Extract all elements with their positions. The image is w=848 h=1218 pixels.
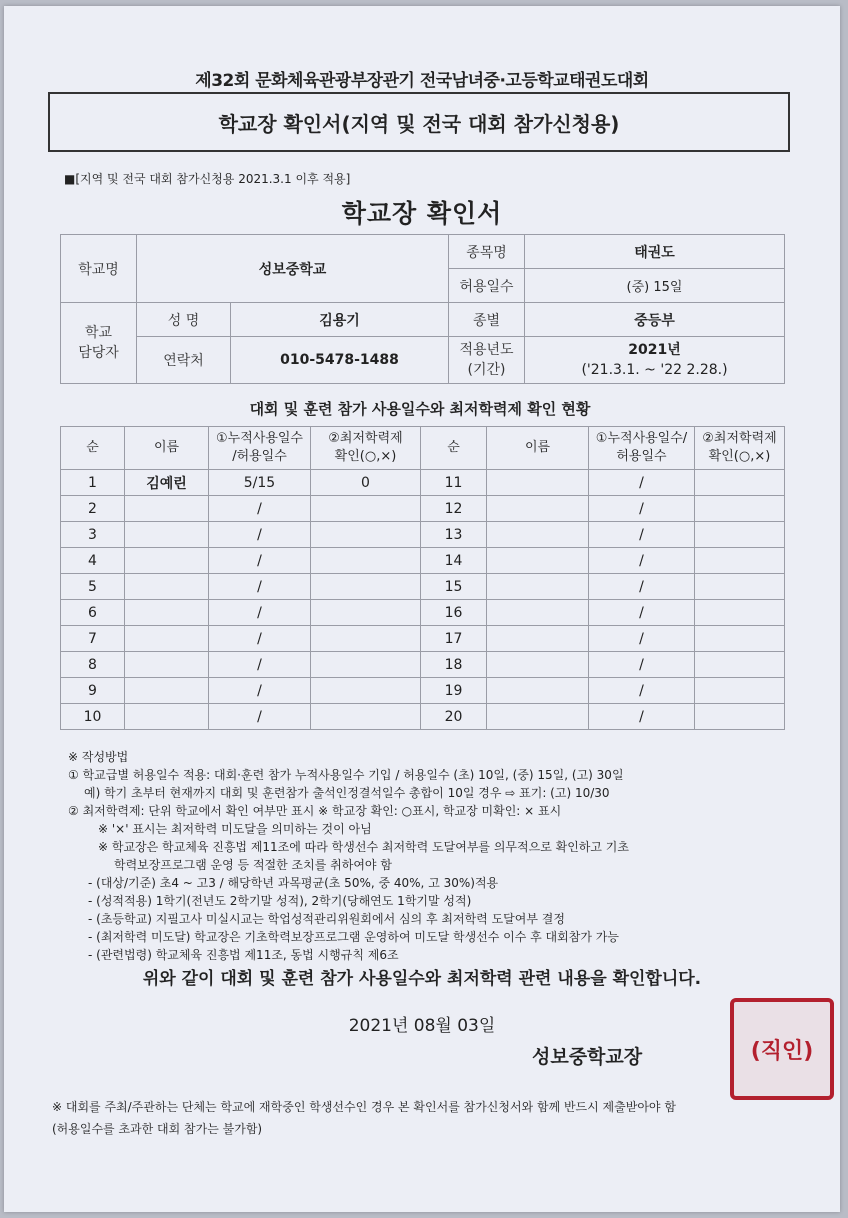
cell-name (125, 496, 209, 522)
cell-name (487, 574, 589, 600)
confirmation-statement: 위와 같이 대회 및 훈련 참가 사용일수와 최저학력 관련 내용을 확인합니다. (142, 969, 702, 989)
instruction-line: - (최저학력 미도달) 학교장은 기초학력보장프로그램 운영하여 미도달 학생선수 이수 후 대회참가 가능 (88, 930, 619, 944)
school-label: 학교명 (61, 235, 137, 303)
cell-name (487, 626, 589, 652)
cell-check (311, 652, 421, 678)
cell-days: / (209, 496, 311, 522)
cell-days: 5/15 (209, 470, 311, 496)
form-note: ■[지역 및 전국 대회 참가신청용 2021.3.1 이후 적용] (64, 172, 351, 186)
cell-no: 15 (421, 574, 487, 600)
cell-name (487, 548, 589, 574)
cell-no: 10 (61, 704, 125, 730)
document-title: 학교장 확인서 (341, 199, 503, 228)
official-seal (730, 998, 834, 1100)
cell-name (125, 522, 209, 548)
year-cell (525, 337, 785, 384)
cell-days: / (209, 548, 311, 574)
instruction-line: ※ 작성방법 (68, 750, 129, 764)
instructions (68, 748, 788, 964)
cell-name (487, 522, 589, 548)
year-value: 2021년 (628, 342, 681, 358)
cell-days: / (209, 704, 311, 730)
instruction-line: ② 최저학력제: 단위 학교에서 확인 여부만 표시 ※ 학교장 확인: ○표시, 학교장 미확인: × 표시 (68, 804, 562, 818)
cell-name (125, 548, 209, 574)
column-header: ②최저학력제 확인(○,×) (695, 427, 785, 470)
status-header-row (61, 427, 785, 470)
contact-value: 010-5478-1488 (231, 337, 449, 384)
cell-no: 19 (421, 678, 487, 704)
cell-name (487, 600, 589, 626)
contact-label: 연락처 (137, 337, 231, 384)
cell-check (311, 678, 421, 704)
cell-check (695, 548, 785, 574)
name-label: 성 명 (137, 303, 231, 337)
event-title: 제32회 문화체육관광부장관기 전국남녀중·고등학교태권도대회 (195, 71, 649, 91)
column-header: 이름 (487, 427, 589, 470)
cell-name (487, 678, 589, 704)
cell-check (695, 652, 785, 678)
cell-days: / (589, 704, 695, 730)
table-row (61, 548, 785, 574)
cell-name (487, 470, 589, 496)
category-value: 중등부 (525, 303, 785, 337)
cell-days: / (209, 652, 311, 678)
cell-no: 12 (421, 496, 487, 522)
cell-no: 9 (61, 678, 125, 704)
cell-name (487, 496, 589, 522)
cell-check (695, 704, 785, 730)
school-value: 성보중학교 (137, 235, 449, 303)
instruction-line: - (관련법령) 학교체육 진흥법 제11조, 동법 시행규칙 제6조 (88, 948, 399, 962)
footer-note (52, 1096, 812, 1140)
cell-days: / (209, 626, 311, 652)
instruction-line: - (성적적용) 1학기(전년도 2학기말 성적), 2학기(당해연도 1학기말 성적) (88, 894, 472, 908)
section-title: 대회 및 훈련 참가 사용일수와 최저학력제 확인 현황 (249, 400, 591, 418)
cell-name (125, 704, 209, 730)
name-value: 김용기 (231, 303, 449, 337)
cell-name (487, 704, 589, 730)
table-row (61, 496, 785, 522)
days-value: (중) 15일 (525, 269, 785, 303)
instruction-line: ※ '×' 표시는 최저학력 미도달을 의미하는 것이 아님 (98, 822, 372, 836)
cell-check (695, 470, 785, 496)
cell-name (125, 626, 209, 652)
cell-days: / (209, 600, 311, 626)
cell-no: 5 (61, 574, 125, 600)
column-header: 순 (421, 427, 487, 470)
cell-no: 17 (421, 626, 487, 652)
table-row (61, 600, 785, 626)
cell-days: / (589, 600, 695, 626)
cell-no: 11 (421, 470, 487, 496)
document-page (4, 6, 840, 1212)
table-row (61, 652, 785, 678)
cell-no: 8 (61, 652, 125, 678)
sport-label: 종목명 (449, 235, 525, 269)
instruction-line: - (초등학교) 지필고사 미실시교는 학업성적관리위원회에서 심의 후 최저학력 도달여부 결정 (88, 912, 565, 926)
cell-no: 6 (61, 600, 125, 626)
cell-days: / (589, 470, 695, 496)
cell-days: / (589, 522, 695, 548)
column-header: ①누적사용일수/ 허용일수 (589, 427, 695, 470)
form-banner (48, 92, 790, 152)
status-table (60, 426, 785, 730)
cell-days: / (209, 678, 311, 704)
cell-check (695, 522, 785, 548)
cell-check: 0 (311, 470, 421, 496)
cell-days: / (589, 626, 695, 652)
cell-no: 7 (61, 626, 125, 652)
column-header: ②최저학력제 확인(○,×) (311, 427, 421, 470)
column-header: 이름 (125, 427, 209, 470)
cell-days: / (209, 522, 311, 548)
instruction-line: ※ 학교장은 학교체육 진흥법 제11조에 따라 학생선수 최저학력 도달여부를 의무적으로 확인하고 기초 (98, 840, 629, 854)
cell-no: 4 (61, 548, 125, 574)
cell-days: / (209, 574, 311, 600)
cell-no: 1 (61, 470, 125, 496)
seal-text: (직인) (750, 1038, 814, 1064)
principal-signature: 성보중학교장 (532, 1046, 643, 1068)
column-header: ①누적사용일수 /허용일수 (209, 427, 311, 470)
cell-no: 3 (61, 522, 125, 548)
cell-name (125, 600, 209, 626)
cell-check (311, 626, 421, 652)
footer-line: (허용일수를 초과한 대회 참가는 불가함) (52, 1122, 263, 1136)
cell-days: / (589, 496, 695, 522)
cell-no: 20 (421, 704, 487, 730)
manager-label: 학교 담당자 (61, 303, 137, 384)
table-row (61, 678, 785, 704)
cell-check (311, 522, 421, 548)
cell-name (125, 574, 209, 600)
column-header: 순 (61, 427, 125, 470)
cell-check (311, 496, 421, 522)
cell-check (695, 600, 785, 626)
table-row (61, 704, 785, 730)
instruction-line: ① 학교급별 허용일수 적용: 대회·훈련 참가 누적사용일수 기입 / 허용일수 (초) 10일, (중) 15일, (고) 30일 (68, 768, 624, 782)
cell-name (125, 652, 209, 678)
cell-check (695, 678, 785, 704)
cell-check (311, 548, 421, 574)
cell-no: 2 (61, 496, 125, 522)
cell-check (695, 626, 785, 652)
cell-check (311, 574, 421, 600)
table-row (61, 574, 785, 600)
table-row (61, 522, 785, 548)
category-label: 종별 (449, 303, 525, 337)
cell-no: 14 (421, 548, 487, 574)
cell-name (125, 678, 209, 704)
instruction-line: 예) 학기 초부터 현재까지 대회 및 훈련참가 출석인정결석일수 총합이 10일 경우 ⇨ 표기: (고) 10/30 (84, 786, 610, 800)
days-label: 허용일수 (449, 269, 525, 303)
cell-days: / (589, 652, 695, 678)
table-row (61, 626, 785, 652)
cell-days: / (589, 548, 695, 574)
cell-days: / (589, 678, 695, 704)
cell-check (311, 704, 421, 730)
issue-date: 2021년 08월 03일 (348, 1016, 496, 1036)
instruction-line: - (대상/기준) 초4 ~ 고3 / 해당학년 과목평균(초 50%, 중 40%, 고 30%)적용 (88, 876, 499, 890)
status-body (61, 470, 785, 730)
cell-check (695, 496, 785, 522)
cell-no: 13 (421, 522, 487, 548)
info-table (60, 234, 785, 384)
cell-name (487, 652, 589, 678)
footer-line: ※ 대회를 주최/주관하는 단체는 학교에 재학중인 학생선수인 경우 본 확인서를 참가신청서와 함께 반드시 제출받아야 함 (52, 1100, 676, 1114)
table-row (61, 470, 785, 496)
cell-name: 김예린 (125, 470, 209, 496)
instruction-line: 학력보장프로그램 운영 등 적절한 조치를 취하여야 함 (114, 858, 392, 872)
cell-check (311, 600, 421, 626)
cell-no: 18 (421, 652, 487, 678)
sport-value: 태권도 (525, 235, 785, 269)
year-label: 적용년도 (기간) (449, 337, 525, 384)
cell-check (695, 574, 785, 600)
cell-no: 16 (421, 600, 487, 626)
cell-days: / (589, 574, 695, 600)
period-value: ('21.3.1. ~ '22 2.28.) (581, 362, 728, 378)
banner-text: 학교장 확인서(지역 및 전국 대회 참가신청용) (218, 111, 620, 136)
